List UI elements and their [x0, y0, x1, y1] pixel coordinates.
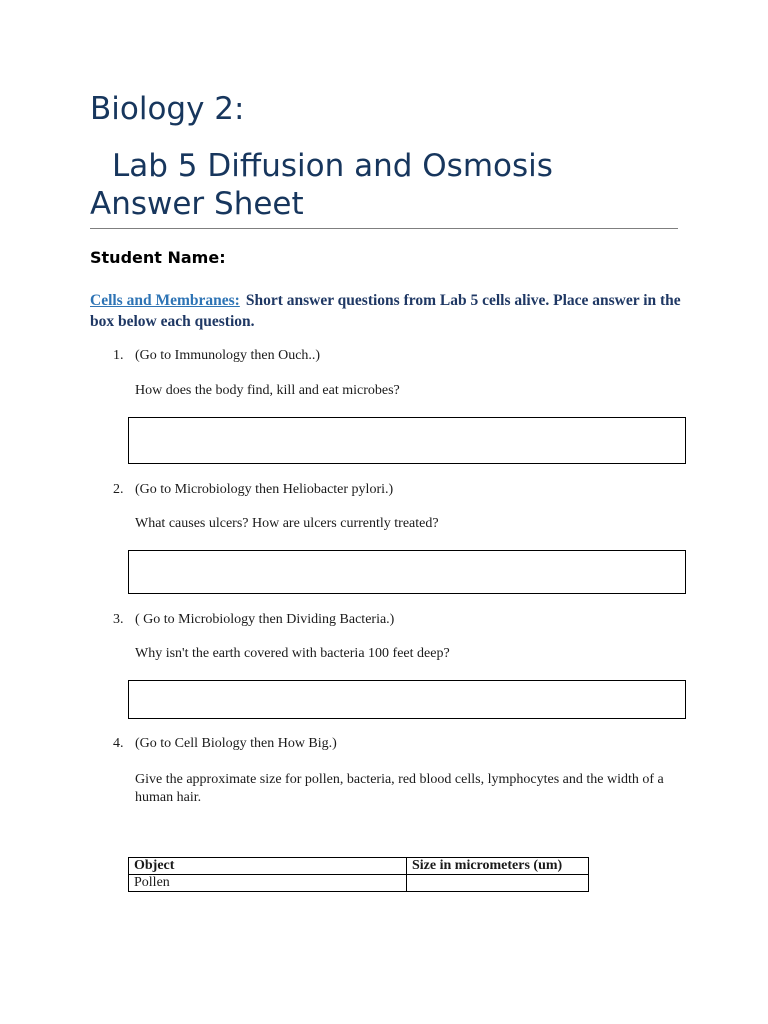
table-header-size: Size in micrometers (um) — [407, 858, 589, 875]
title-divider — [90, 228, 678, 229]
question-1-number: 1. — [113, 348, 124, 363]
table-header-row — [129, 858, 589, 875]
question-2-text: What causes ulcers? How are ulcers currently treated? — [135, 516, 439, 531]
question-3-nav: ( Go to Microbiology then Dividing Bacteria.) — [135, 612, 395, 627]
question-1-answer-box[interactable] — [128, 417, 686, 464]
question-3-text: Why isn't the earth covered with bacteria 100 feet deep? — [135, 646, 450, 661]
table-cell-size[interactable] — [407, 875, 589, 892]
question-2-number: 2. — [113, 482, 124, 497]
student-name-label: Student Name: — [90, 248, 226, 267]
section-instruction: Short answer questions from Lab 5 cells alive. Place answer in the box below each question. — [90, 292, 681, 330]
table-row — [129, 875, 589, 892]
cells-and-membranes-link[interactable]: Cells and Membranes: — [90, 292, 240, 309]
size-table — [128, 857, 589, 892]
question-3-answer-box[interactable] — [128, 680, 686, 719]
question-4-text: Give the approximate size for pollen, bacteria, red blood cells, lymphocytes and the width of a human hair. — [135, 772, 664, 805]
question-1-text: How does the body find, kill and eat microbes? — [135, 383, 400, 398]
table-header-object: Object — [129, 858, 407, 875]
question-2-answer-box[interactable] — [128, 550, 686, 594]
question-4-nav: (Go to Cell Biology then How Big.) — [135, 736, 337, 751]
table-cell-object: Pollen — [129, 875, 407, 892]
section-heading — [90, 290, 690, 332]
title-line-1: Biology 2: — [90, 91, 245, 127]
title-line-3: Answer Sheet — [90, 186, 304, 222]
question-4-number: 4. — [113, 736, 124, 751]
question-2-nav: (Go to Microbiology then Heliobacter pylori.) — [135, 482, 394, 497]
question-1-nav: (Go to Immunology then Ouch..) — [135, 348, 321, 363]
title-line-2: Lab 5 Diffusion and Osmosis — [112, 148, 553, 184]
question-3-number: 3. — [113, 612, 124, 627]
